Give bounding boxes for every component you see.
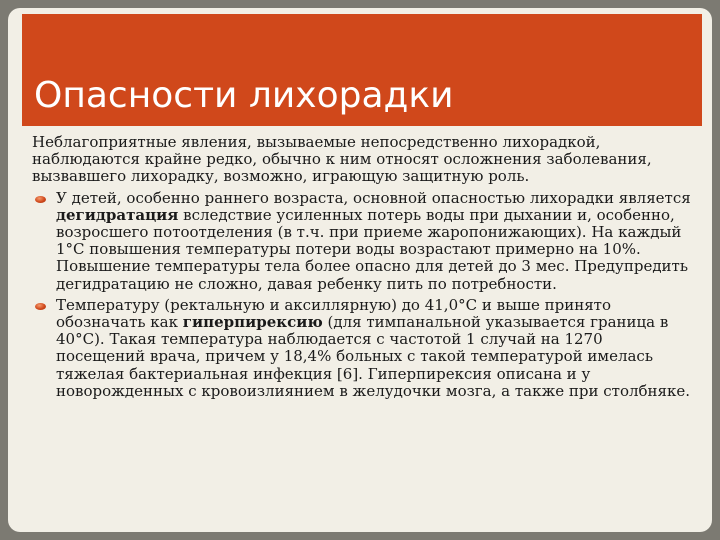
slide-title: Опасности лихорадки bbox=[34, 75, 454, 116]
intro-paragraph: Неблагоприятные явления, вызываемые непосредственно лихорадкой, наблюдаются крайне редко, обычно к ним относят осложнения заболевания, вызвавшего лихорадку, возможно, играющую защитную роль. bbox=[32, 133, 652, 186]
bullet-term-dehydration: дегидратация bbox=[56, 205, 179, 224]
bullet-item-dehydration bbox=[32, 190, 696, 293]
bullet-item-hyperpyrexia bbox=[32, 297, 696, 400]
bullet-text: (для тимпанальной указывается граница в 40°С). Такая температура наблюдается с частотой 1 случай на 1270 посещений врача, причем у 18,4% больных с такой температурой имелась тяжелая бактериальная инфекция [6]. Гиперпирексия описана и у новорожденных с кровоизлиянием в желудочки мозга, а также при столбняке. bbox=[56, 313, 691, 400]
slide bbox=[8, 8, 712, 532]
title-bar bbox=[22, 14, 702, 126]
bullet-icon bbox=[35, 196, 46, 203]
bullet-text: У детей, особенно раннего возраста, основной опасностью лихорадки является bbox=[56, 188, 691, 207]
slide-content bbox=[32, 134, 696, 400]
bullet-text: вследствие усиленных потерь воды при дыхании и, особенно, возросшего потоотделения (в т.ч. при приеме жаропонижающих). На каждый 1°С повышения температуры потери воды возрастают примерно на 10%. Повышение температуры тела более опасно для детей до 3 мес. Предупредить дегидратацию не сложно, давая ребенку пить по потребности. bbox=[56, 205, 689, 293]
bullet-text: Температуру (ректальную и аксиллярную) до 41,0°С и выше принято обозначать как bbox=[56, 295, 611, 332]
bullet-term-hyperpyrexia: гиперпирексию bbox=[182, 313, 323, 332]
bullet-icon bbox=[35, 303, 46, 310]
